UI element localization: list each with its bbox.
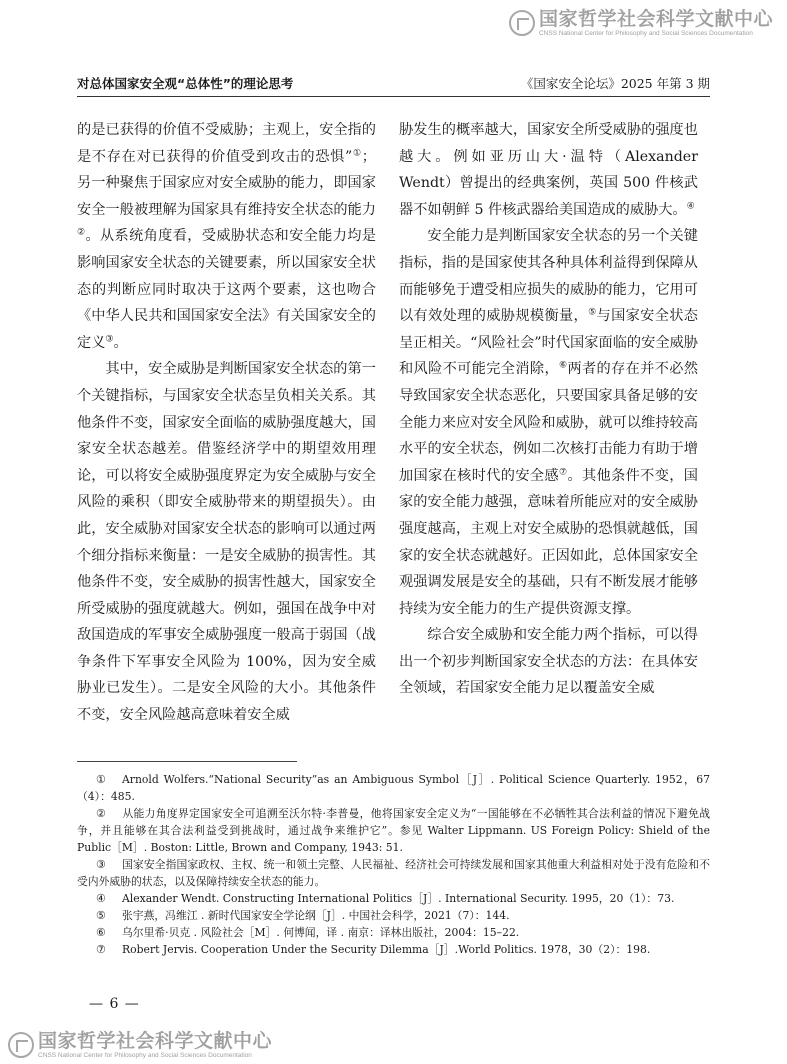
watermark-name-en: CNSS National Center for Philosophy and Social Sciences Documentation bbox=[538, 30, 753, 37]
footnote: ② 从能力角度界定国家安全可追溯至沃尔特·李普曼，他将国家安全定义为“一国能够在不必牺牲其合法利益的情况下避免战争，并且能够在其合法利益受到挑战时，通过战争来维护它”。参见 Walter Lippmann. US Foreign Policy: Shield of the Public［M］. Boston: Little, Brown and Company, 1943: 51. bbox=[77, 807, 710, 854]
paragraph: 安全能力是判断国家安全状态的另一个关键指标，指的是国家使其各种具体利益得到保障从而能够免于遭受相应损失的威胁的能力，它用可以有效处理的威胁规模衡量，⑤与国家安全状态呈正相关。“风险社会”时代国家面临的安全威胁和风险不可能完全消除，⑥两者的存在并不必然导致国家安全状态恶化，只要国家具备足够的安全能力来应对安全风险和威胁，就可以维持较高水平的安全状态，例如二次核打击能力有助于增加国家在核时代的安全感⑦。其他条件不变，国家的安全能力越强，意味着所能应对的安全威胁强度越高，主观上对安全威胁的恐惧就越低，国家的安全状态就越好。正因如此，总体国家安全观强调发展是安全的基础，只有不断发展才能够持续为安全能力的生产提供资源支撑。 bbox=[399, 228, 698, 617]
cnss-logo-icon bbox=[509, 10, 535, 36]
footnote: ③ 国家安全指国家政权、主权、统一和领土完整、人民福祉、经济社会可持续发展和国家其他重大利益相对处于没有危险和不受内外威胁的状态，以及保障持续安全状态的能力。 bbox=[77, 858, 710, 888]
paragraph: 其中，安全威胁是判断国家安全状态的第一个关键指标，与国家安全状态呈负相关关系。其他条件不变，国家安全面临的威胁强度越大，国家安全状态越差。借鉴经济学中的期望效用理论，可以将安全威胁强度界定为安全威胁与安全风险的乘积（即安全威胁带来的期望损失）。由此，安全威胁对国家安全状态的影响可以通过两个细分指标来衡量：一是安全威胁的损害性。其他条件不变，安全威胁的损害性越大，国家安全所受威胁的强度就越大。例如，强国在战争中对敌国造成的军事安全威胁强度一般高于弱国（战争条件下军事安全风险为 100%，因为安全威胁业已发生）。二是安全风险的大小。其他条件不变，安全风险越高意味着安全威 bbox=[77, 361, 376, 724]
footnote: ① Arnold Wolfers.“National Security”as an Ambiguous Symbol［J］. Political Science Quarterly. 1952，67（4）：485. bbox=[77, 773, 710, 803]
running-head bbox=[77, 70, 710, 97]
watermark-name-cn: 国家哲学社会科学文献中心 bbox=[38, 1030, 273, 1052]
footnotes bbox=[77, 771, 710, 958]
left-column bbox=[77, 117, 376, 729]
watermark-bottom bbox=[8, 1030, 272, 1060]
cnss-logo-icon bbox=[8, 1032, 34, 1058]
paragraph: 的是已获得的价值不受威胁；主观上，安全指的是不存在对已获得的价值受到攻击的恐惧”①；另一种聚焦于国家应对安全威胁的能力，即国家安全一般被理解为国家具有维持安全状态的能力②。从系统角度看，受威胁状态和安全能力均是影响国家安全状态的关键要素，所以国家安全状态的判断应同时取决于这两个要素，这也吻合《中华人民共和国国家安全法》有关国家安全的定义③。 bbox=[77, 122, 376, 351]
watermark-name-cn: 国家哲学社会科学文献中心 bbox=[538, 8, 773, 30]
footnote: ⑦ Robert Jervis. Cooperation Under the Security Dilemma［J］.World Politics. 1978，30（2）：198. bbox=[96, 943, 651, 956]
watermark-top bbox=[509, 8, 773, 38]
watermark-name-en: CNSS National Center for Philosophy and Social Sciences Documentation bbox=[38, 1052, 252, 1059]
journal-issue: 《国家安全论坛》2025 年第 3 期 bbox=[520, 76, 710, 91]
footnote-divider bbox=[77, 761, 297, 762]
footnote: ⑥ 乌尔里希·贝克 . 风险社会［M］. 何博闻，译 . 南京：译林出版社，2004：15–22. bbox=[96, 926, 520, 939]
footnote: ④ Alexander Wendt. Constructing International Politics［J］. International Security. 1995，20（1）：73. bbox=[96, 892, 675, 905]
article-title: 对总体国家安全观“总体性”的理论思考 bbox=[77, 76, 294, 91]
paragraph: 胁发生的概率越大，国家安全所受威胁的强度也越大。例如亚历山大·温特（Alexander Wendt）曾提出的经典案例，英国 500 件核武器不如朝鲜 5 件核武器给美国造成的威胁大。④ bbox=[399, 122, 698, 218]
page-number: — 6 — bbox=[89, 996, 140, 1012]
paragraph: 综合安全威胁和安全能力两个指标，可以得出一个初步判断国家安全状态的方法：在具体安全领域，若国家安全能力足以覆盖安全威 bbox=[399, 627, 698, 697]
right-column bbox=[399, 117, 698, 702]
footnote: ⑤ 张宇燕，冯维江 . 新时代国家安全学论纲［J］. 中国社会科学，2021（7）：144. bbox=[96, 909, 510, 922]
